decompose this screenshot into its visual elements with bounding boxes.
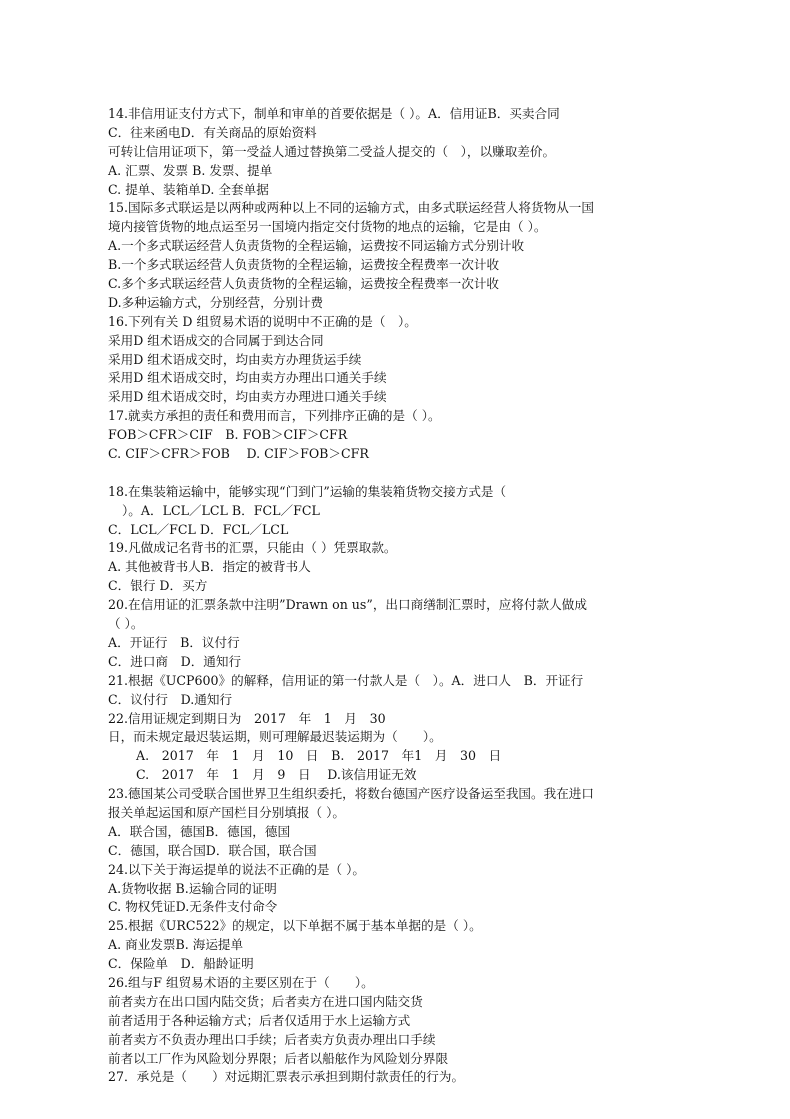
q19-stem: 19.凡做成记名背书的汇票，只能由（ ）凭票取款。 [108, 540, 397, 556]
q27-stem: 27．承兑是（ ）对远期汇票表示承担到期付款责任的行为。 [108, 1069, 465, 1085]
q26-stem: 26.组与F 组贸易术语的主要区别在于（ ）。 [108, 974, 374, 990]
q24-options-ab: A.货物收据 B.运输合同的证明 [108, 880, 277, 896]
q22-options-cd: C. 2017 年 1 月 9 日 D.该信用证无效 [136, 767, 417, 783]
q20-stem-line1: 20.在信用证的汇票条款中注明”Drawn on us”，出口商缮制汇票时，应将付款人做成 [108, 597, 587, 613]
q23-options-ab: A．联合国，德国B．德国，德国 [108, 823, 291, 839]
q17-options-cd: C. CIF＞CFR＞FOB D. CIF＞FOB＞CFR [108, 446, 369, 462]
q16-option-3: 采用D 组术语成交时，均由卖方办理出口通关手续 [108, 370, 387, 386]
q14-stem: 14.非信用证支付方式下，制单和审单的首要依据是（ ）。A．信用证B．买卖合同 [108, 106, 560, 121]
q18-options-ab: ）。A．LCL／LCL B．FCL／FCL [122, 502, 320, 518]
q26-option-3: 前者卖方不负责办理出口手续；后者卖方负责办理出口手续 [108, 1031, 436, 1047]
q21-stem: 21.根据《UCP600》的解释，信用证的第一付款人是（ ）。A．进口人 B．开证行 [108, 672, 584, 688]
q17-stem: 17.就卖方承担的责任和费用而言，下列排序正确的是（ ）。 [108, 408, 441, 424]
q16-option-4: 采用D 组术语成交时，均由卖方办理进口通关手续 [108, 389, 387, 405]
q24-options-cd: C. 物权凭证D.无条件支付命令 [108, 899, 278, 915]
q15-stem-line2: 境内接管货物的地点运至另一国境内指定交付货物的地点的运输，它是由（ ）。 [108, 219, 547, 235]
q26-option-2: 前者适用于各种运输方式；后者仅适用于水上运输方式 [108, 1012, 411, 1028]
q16-stem: 16.下列有关 D 组贸易术语的说明中不正确的是（ ）。 [108, 313, 417, 329]
q22-stem-line1: 22.信用证规定到期日为 2017 年 1 月 30 [108, 710, 386, 726]
q15-option-b: B.一个多式联运经营人负责货物的全程运输，运费按全程费率一次计收 [108, 257, 500, 273]
question-text-block [108, 105, 688, 1087]
q25-options-ab: A. 商业发票B. 海运提单 [108, 937, 244, 953]
q18-stem: 18.在集装箱运输中，能够实现“门到门”运输的集装箱货物交接方式是（ [108, 483, 507, 499]
q18-options-cd: C．LCL／FCL D．FCL／LCL [108, 521, 289, 537]
q20-options-cd: C．进口商 D．通知行 [108, 653, 242, 669]
transferable-lc-stem: 可转让信用证项下，第一受益人通过替换第二受益人提交的（ ），以赚取差价。 [108, 143, 556, 159]
transferable-lc-options-cd: C. 提单、装箱单D. 全套单据 [108, 181, 269, 197]
q16-option-1: 采用D 组术语成交的合同属于到达合同 [108, 332, 324, 348]
q21-options-cd: C．议付行 D.通知行 [108, 691, 233, 707]
q15-option-d: D.多种运输方式，分别经营，分别计费 [108, 294, 324, 310]
q20-stem-line2: （ ）。 [108, 616, 144, 632]
q20-options-ab: A．开证行 B．议付行 [108, 634, 240, 650]
q26-option-1: 前者卖方在出口国内陆交货；后者卖方在进口国内陆交货 [108, 993, 423, 1009]
q16-option-2: 采用D 组术语成交时，均由卖方办理货运手续 [108, 351, 362, 367]
blank-line [108, 464, 688, 483]
q15-option-a: A.一个多式联运经营人负责货物的全程运输，运费按不同运输方式分别计收 [108, 238, 525, 254]
q15-option-c: C.多个多式联运经营人负责货物的全程运输，运费按全程费率一次计收 [108, 276, 500, 292]
q26-option-4: 前者以工厂作为风险划分界限；后者以船舷作为风险划分界限 [108, 1050, 449, 1066]
q23-options-cd: C．德国，联合国D．联合国，联合国 [108, 842, 317, 858]
q25-options-cd: C．保险单 D．船龄证明 [108, 956, 254, 972]
transferable-lc-options-ab: A. 汇票、发票 B. 发票、提单 [108, 162, 273, 178]
q24-stem: 24.以下关于海运提单的说法不正确的是（ ）。 [108, 861, 366, 877]
q22-stem-line2: 日，而未规定最迟装运期，则可理解最迟装运期为（ ）。 [108, 729, 442, 745]
q22-options-ab: A. 2017 年 1 月 10 日 B. 2017 年1 月 30 日 [136, 748, 502, 764]
q23-stem-line1: 23.德国某公司受联合国世界卫生组织委托，将数台德国产医疗设备运至我国。我在进口 [108, 786, 594, 802]
q15-stem-line1: 15.国际多式联运是以两种或两种以上不同的运输方式，由多式联运经营人将货物从一国 [108, 200, 594, 216]
q19-options-cd: C．银行 D．买方 [108, 578, 208, 594]
q23-stem-line2: 报关单起运国和原产国栏目分别填报（ ）。 [108, 804, 345, 820]
q14-options: C．往来函电D．有关商品的原始资料 [108, 124, 317, 140]
q25-stem: 25.根据《URC522》的规定，以下单据不属于基本单据的是（ ）。 [108, 918, 482, 934]
q19-options-ab: A. 其他被背书人B．指定的被背书人 [108, 559, 311, 575]
q17-options-ab: FOB＞CFR＞CIF B. FOB＞CIF＞CFR [108, 427, 348, 443]
